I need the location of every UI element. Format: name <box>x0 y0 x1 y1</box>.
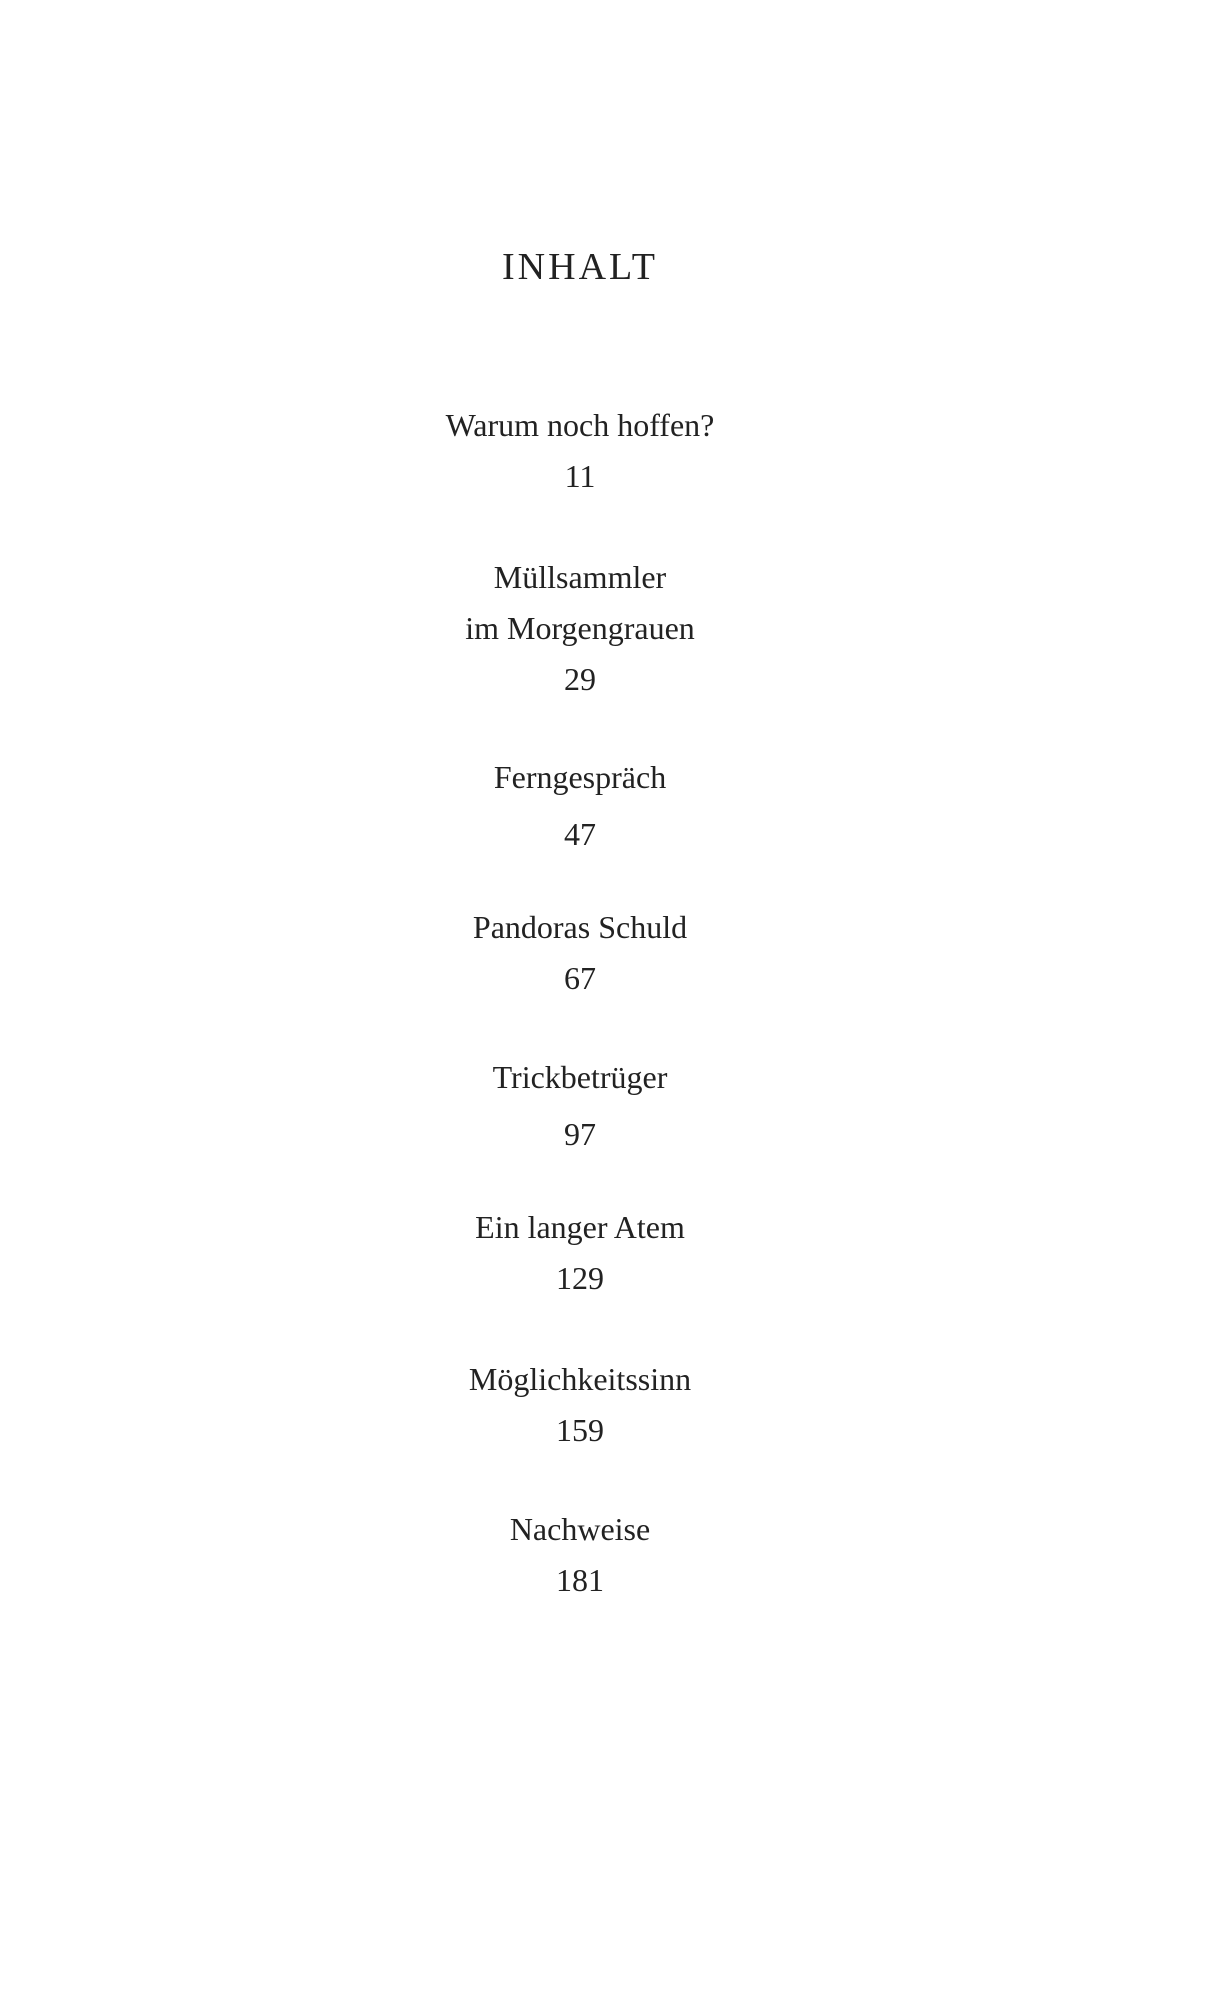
toc-entry-title: Ein langer Atem <box>475 1209 685 1245</box>
toc-entry-page: 129 <box>556 1260 604 1296</box>
toc-entry-title-line-2: im Morgengrauen <box>465 610 695 646</box>
toc-entry <box>0 400 1160 502</box>
toc-entry-page: 159 <box>556 1412 604 1448</box>
toc-entry-page: 181 <box>556 1562 604 1598</box>
toc-entry-page: 47 <box>564 816 596 852</box>
toc-entry <box>0 1052 1160 1160</box>
toc-entry <box>0 902 1160 1004</box>
toc-entry <box>0 1202 1160 1304</box>
toc-entry-page: 11 <box>564 458 596 494</box>
toc-entry-page: 97 <box>564 1116 596 1152</box>
toc-entry <box>0 752 1160 860</box>
toc-entry-title: Müllsammler <box>493 559 667 595</box>
toc-entry <box>0 1504 1160 1606</box>
toc-entry-title: Ferngespräch <box>493 759 667 795</box>
toc-entry <box>0 552 1160 705</box>
toc-entry-title: Möglichkeitssinn <box>468 1361 692 1397</box>
toc-heading: INHALT <box>502 246 658 288</box>
toc-entry <box>0 1354 1160 1456</box>
toc-entry-title: Warum noch hoffen? <box>445 407 715 443</box>
toc-entry-title: Pandoras Schuld <box>472 909 688 945</box>
toc-entry-page: 29 <box>564 661 596 697</box>
toc-entry-page: 67 <box>564 960 596 996</box>
toc-entry-title: Trickbetrüger <box>492 1059 668 1095</box>
toc-entry-title: Nachweise <box>509 1511 651 1547</box>
